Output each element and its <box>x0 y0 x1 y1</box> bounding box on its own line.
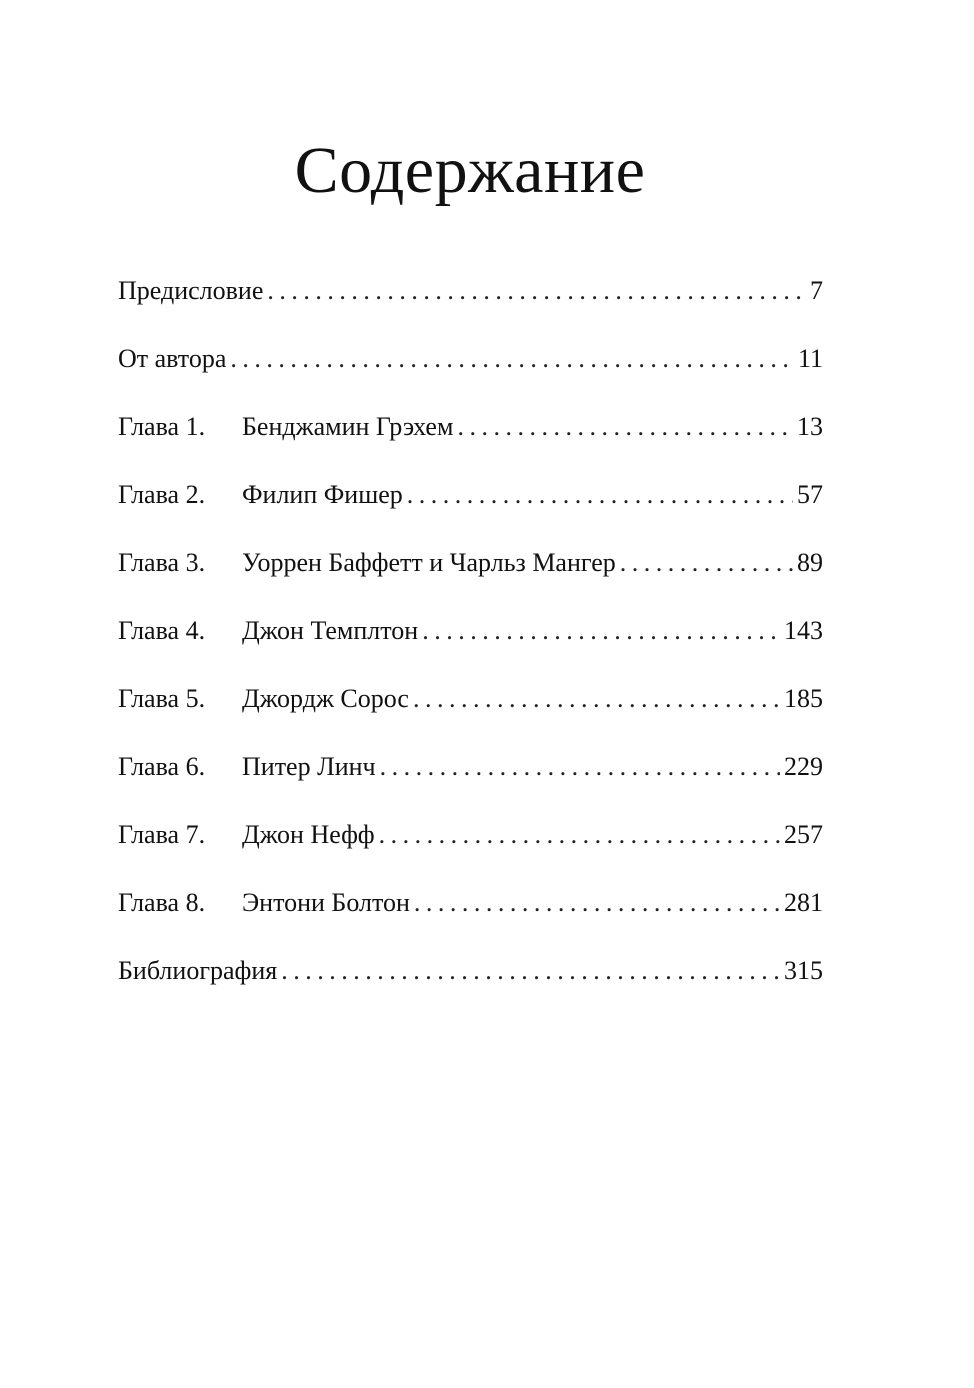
dot-leader <box>407 472 793 518</box>
toc-entry-title: Предисловие <box>118 276 264 305</box>
chapter-label: Глава 1. <box>118 412 206 441</box>
toc-page-number: 11 <box>797 344 823 373</box>
toc-page-number: 281 <box>784 888 823 917</box>
dot-leader <box>422 608 780 654</box>
dot-leader <box>457 404 793 450</box>
toc-entry-title: Джон Темплтон <box>242 616 419 645</box>
chapter-label: Глава 6. <box>118 752 206 781</box>
chapter-label: Глава 8. <box>118 888 206 917</box>
chapter-label: Глава 4. <box>118 616 206 645</box>
dot-leader <box>414 880 780 926</box>
toc-entry-chapter-2[interactable] <box>118 472 823 540</box>
toc-entry-title: Джордж Сорос <box>242 684 409 713</box>
toc-entry-title: Библиография <box>118 956 278 985</box>
toc-page-number: 257 <box>784 820 823 849</box>
toc-entry-title: От автора <box>118 344 227 373</box>
chapter-label: Глава 2. <box>118 480 206 509</box>
toc-entry-chapter-3[interactable] <box>118 540 823 608</box>
dot-leader <box>281 948 780 994</box>
toc-entry-chapter-1[interactable] <box>118 404 823 472</box>
page-title: Содержание <box>294 134 646 207</box>
toc-entry-chapter-5[interactable] <box>118 676 823 744</box>
toc-entry-preface[interactable] <box>118 268 823 336</box>
toc-entry-bibliography[interactable] <box>118 948 823 1016</box>
chapter-label: Глава 3. <box>118 548 206 577</box>
toc-page-number: 143 <box>784 616 823 645</box>
toc-entry-chapter-7[interactable] <box>118 812 823 880</box>
toc-entry-title: Филип Фишер <box>242 480 403 509</box>
chapter-label: Глава 7. <box>118 820 206 849</box>
toc-entry-chapter-8[interactable] <box>118 880 823 948</box>
toc-entry-chapter-6[interactable] <box>118 744 823 812</box>
toc-entry-author-note[interactable] <box>118 336 823 404</box>
toc-entry-chapter-4[interactable] <box>118 608 823 676</box>
toc-page-number: 185 <box>784 684 823 713</box>
toc-page-number: 57 <box>797 480 823 509</box>
dot-leader <box>380 744 780 790</box>
toc-entry-title: Бенджамин Грэхем <box>242 412 454 441</box>
toc-page-number: 7 <box>810 276 823 305</box>
dot-leader <box>620 540 793 586</box>
table-of-contents <box>118 268 823 1016</box>
toc-page-number: 13 <box>797 412 823 441</box>
toc-entry-title: Уоррен Баффетт и Чарльз Мангер <box>242 548 616 577</box>
toc-page-number: 315 <box>784 956 823 985</box>
dot-leader <box>230 336 794 382</box>
chapter-label: Глава 5. <box>118 684 206 713</box>
toc-page-number: 89 <box>797 548 823 577</box>
dot-leader <box>379 812 780 858</box>
dot-leader <box>413 676 780 722</box>
toc-entry-title: Питер Линч <box>242 752 376 781</box>
toc-entry-title: Энтони Болтон <box>242 888 410 917</box>
toc-entry-title: Джон Нефф <box>242 820 375 849</box>
toc-page-number: 229 <box>784 752 823 781</box>
dot-leader <box>267 268 801 314</box>
